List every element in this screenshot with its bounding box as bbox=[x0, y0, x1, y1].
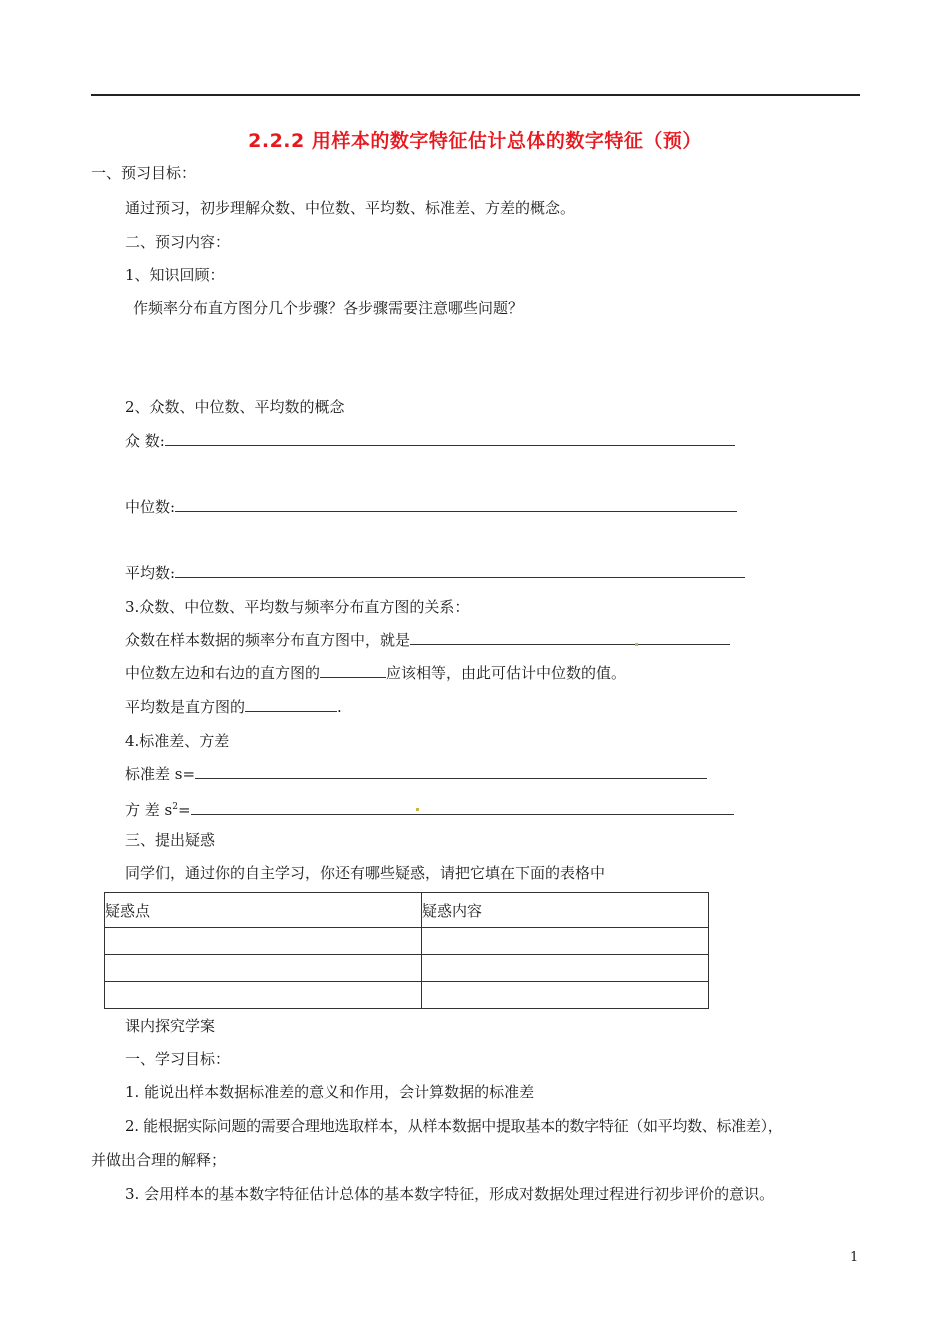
var-label-b: = bbox=[177, 801, 191, 819]
mean-row bbox=[125, 563, 745, 583]
goal-1: 1. 能说出样本数据标准差的意义和作用，会计算数据的标准差 bbox=[125, 1083, 535, 1101]
item2-heading: 2、众数、中位数、平均数的概念 bbox=[125, 398, 345, 416]
table-cell[interactable] bbox=[422, 955, 709, 982]
goal-3: 3. 会用样本的基本数字特征估计总体的基本数字特征，形成对数据处理过程进行初步评价的意识。 bbox=[125, 1185, 775, 1203]
table-cell[interactable] bbox=[105, 982, 422, 1009]
table-header-point: 疑惑点 bbox=[105, 893, 422, 928]
table-row bbox=[105, 982, 709, 1009]
table-cell[interactable] bbox=[105, 955, 422, 982]
mean-label: 平均数: bbox=[125, 564, 176, 582]
goal-2-line1: 2. 能根据实际问题的需要合理地选取样本，从样本数据中提取基本的数字特征（如平均数、标准差）， bbox=[125, 1117, 783, 1135]
section4-heading: 课内探究学案 bbox=[125, 1017, 216, 1035]
page-title: 2.2.2 用样本的数字特征估计总体的数字特征（预） bbox=[248, 130, 702, 152]
item3-line2-text-b: 应该相等，由此可估计中位数的值。 bbox=[386, 664, 627, 682]
goal-2-line2: 并做出合理的解释； bbox=[91, 1151, 227, 1169]
std-label: 标准差 s= bbox=[125, 765, 196, 783]
doubt-table bbox=[104, 892, 709, 1009]
item1-heading: 1、知识回顾： bbox=[125, 266, 225, 284]
mean-blank[interactable] bbox=[175, 563, 745, 578]
item3-line3-text-a: 平均数是直方图的 bbox=[125, 698, 246, 716]
table-cell[interactable] bbox=[105, 928, 422, 955]
header-rule bbox=[91, 94, 860, 96]
mode-label: 众 数: bbox=[125, 432, 165, 450]
section1-text: 通过预习，初步理解众数、中位数、平均数、标准差、方差的概念。 bbox=[125, 199, 576, 217]
section1-heading: 一、预习目标： bbox=[91, 164, 197, 182]
item3-heading: 3.众数、中位数、平均数与频率分布直方图的关系： bbox=[125, 598, 470, 616]
mode-row bbox=[125, 431, 735, 451]
item4-heading: 4.标准差、方差 bbox=[125, 732, 230, 750]
table-row bbox=[105, 928, 709, 955]
speck-mark bbox=[416, 808, 419, 811]
std-row bbox=[125, 764, 707, 784]
table-header-row bbox=[105, 893, 709, 928]
median-row bbox=[125, 497, 737, 517]
var-label-a: 方 差 s bbox=[125, 801, 173, 819]
item3-line3-blank[interactable] bbox=[245, 697, 337, 712]
section3-text: 同学们，通过你的自主学习，你还有哪些疑惑，请把它填在下面的表格中 bbox=[125, 864, 606, 882]
item3-line3-text-b: . bbox=[337, 698, 342, 716]
page-number: 1 bbox=[850, 1250, 859, 1265]
table-cell[interactable] bbox=[422, 982, 709, 1009]
var-superscript: 2 bbox=[172, 802, 178, 812]
item3-line1-blank[interactable] bbox=[410, 630, 730, 645]
median-label: 中位数: bbox=[125, 498, 176, 516]
item3-line1-text: 众数在样本数据的频率分布直方图中，就是 bbox=[125, 631, 411, 649]
item3-line3 bbox=[125, 697, 342, 717]
item3-line1 bbox=[125, 630, 730, 650]
median-blank[interactable] bbox=[175, 497, 737, 512]
table-header-content: 疑惑内容 bbox=[422, 893, 709, 928]
speck-mark bbox=[635, 643, 638, 646]
std-blank[interactable] bbox=[195, 764, 707, 779]
mode-blank[interactable] bbox=[165, 431, 735, 446]
item3-line2-text-a: 中位数左边和右边的直方图的 bbox=[125, 664, 321, 682]
section2-heading: 二、预习内容： bbox=[125, 233, 231, 251]
item3-line2-blank[interactable] bbox=[320, 663, 386, 678]
table-row bbox=[105, 955, 709, 982]
var-row bbox=[125, 797, 734, 820]
goals-heading: 一、学习目标： bbox=[125, 1050, 231, 1068]
table-cell[interactable] bbox=[422, 928, 709, 955]
item1-question: 作频率分布直方图分几个步骤？各步骤需要注意哪些问题？ bbox=[133, 299, 524, 317]
item3-line2 bbox=[125, 663, 626, 683]
var-blank[interactable] bbox=[191, 800, 734, 815]
section3-heading: 三、提出疑惑 bbox=[125, 831, 216, 849]
